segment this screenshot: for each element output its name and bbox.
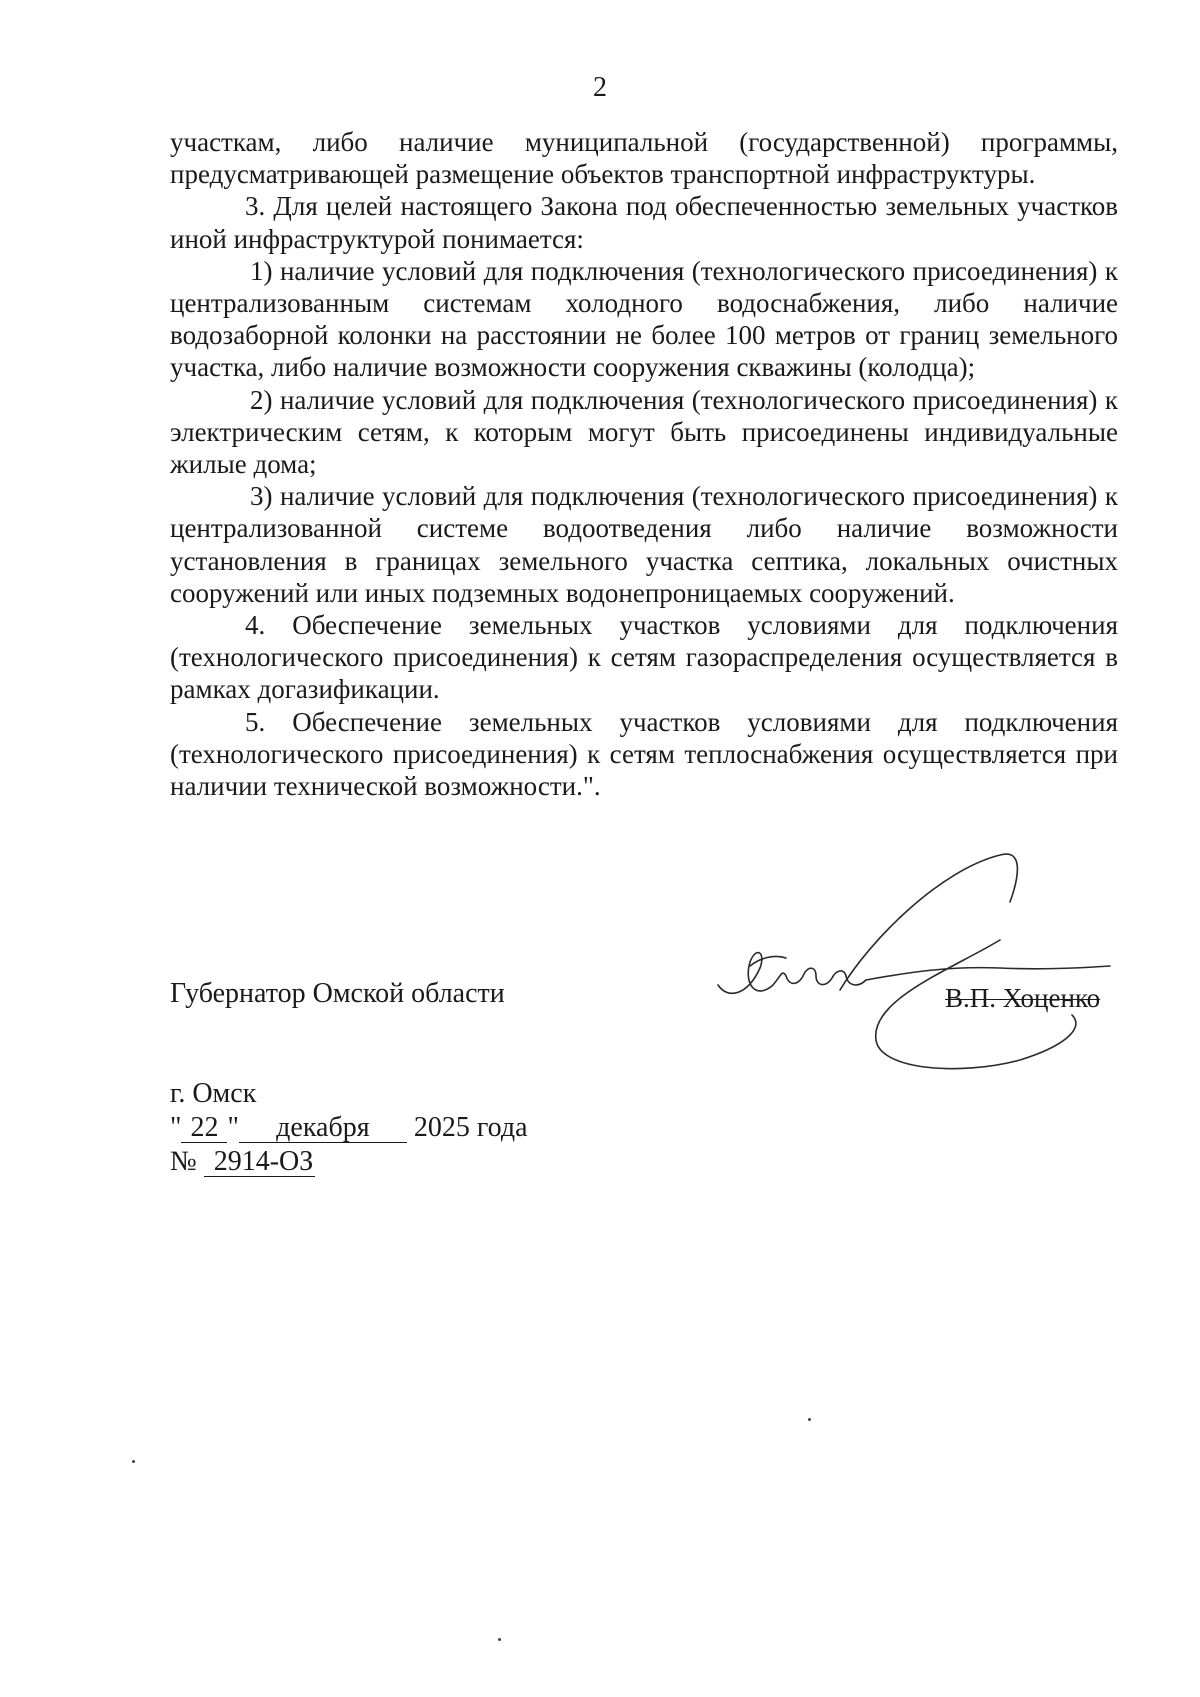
date-year: 2025 года xyxy=(413,1112,528,1143)
law-number: 2914-ОЗ xyxy=(204,1148,316,1177)
subitem-3: 3) наличие условий для подключения (технологического присоединения) к централизованной системе водоотведения либо наличие возможности установления в границах земельного участка септика, локальных очистных сооружений или иных подземных водонепроницаемых сооружений. xyxy=(170,481,1118,608)
scan-speck xyxy=(132,1460,135,1463)
governor-title: Губернатор Омской области xyxy=(170,978,505,1009)
handwritten-signature xyxy=(700,850,1120,1080)
date-quote-close: " xyxy=(227,1112,239,1143)
paragraph-item-5: 5. Обеспечение земельных участков условиями для подключения (технологического присоединения) к сетям теплоснабжения осуществляется при наличии технической возможности.". xyxy=(170,706,1118,802)
paragraph-continuation: участкам, либо наличие муниципальной (государственной) программы, предусматривающей размещение объектов транспортной инфраструктуры. xyxy=(170,127,1118,190)
governor-name: В.П. Хоценко xyxy=(945,983,1101,1013)
scan-speck xyxy=(808,1418,811,1421)
subitem-2: 2) наличие условий для подключения (технологического присоединения) к электрическим сетям, к которым могут быть присоединены индивидуальные жилые дома; xyxy=(170,384,1118,480)
issue-date xyxy=(170,1112,528,1144)
law-number-line xyxy=(170,1146,315,1178)
paragraph-item-3: 3. Для целей настоящего Закона под обеспеченностью земельных участков иной инфраструктурой понимается: xyxy=(170,191,1118,254)
law-text-body xyxy=(170,126,1118,802)
issue-city: г. Омск xyxy=(170,1078,257,1109)
scan-speck xyxy=(498,1638,501,1641)
date-month: декабря xyxy=(239,1114,407,1143)
number-sign: № xyxy=(170,1146,197,1177)
page-number: 2 xyxy=(593,72,607,103)
paragraph-item-4: 4. Обеспечение земельных участков условиями для подключения (технологического присоединения) к сетям газораспределения осуществляется в рамках догазификации. xyxy=(170,610,1118,705)
date-quote-open: " xyxy=(170,1112,182,1143)
date-day: 22 xyxy=(181,1114,227,1143)
subitem-1: 1) наличие условий для подключения (технологического присоединения) к централизованным системам холодного водоснабжения, либо наличие водозаборной колонки на расстоянии не более 100 метров от границ земельного участка, либо наличие возможности сооружения скважины (колодца); xyxy=(170,255,1118,383)
